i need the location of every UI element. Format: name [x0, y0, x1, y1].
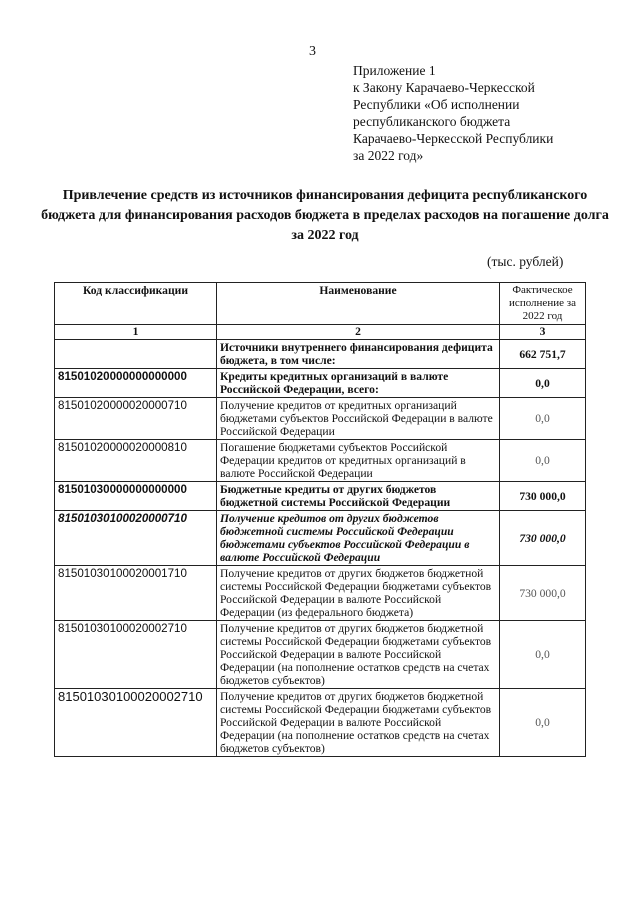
table-row [55, 689, 586, 757]
row-amount: 0,0 [500, 440, 586, 482]
table-row [55, 369, 586, 398]
column-number-row [55, 325, 586, 340]
row-amount: 0,0 [500, 398, 586, 440]
budget-table [54, 282, 586, 757]
row-amount: 730 000,0 [500, 511, 586, 566]
row-name: Получение кредитов от кредитных организаций бюджетами субъектов Российской Федерации в валюте Российской Федерации [217, 398, 500, 440]
row-amount: 0,0 [500, 621, 586, 689]
row-amount: 662 751,7 [500, 340, 586, 369]
table-row [55, 398, 586, 440]
header-amount: Фактическое исполнение за 2022 год [500, 283, 586, 325]
row-code: 81501030000000000000 [55, 482, 217, 511]
row-name: Бюджетные кредиты от других бюджетов бюджетной системы Российской Федерации [217, 482, 500, 511]
units-label: (тыс. рублей) [487, 254, 564, 269]
row-code: 81501020000020000710 [55, 398, 217, 440]
row-code: 81501020000000000000 [55, 369, 217, 398]
row-amount: 0,0 [500, 689, 586, 757]
appendix-line: Карачаево-Черкесской Республики [353, 131, 554, 146]
row-code: 81501020000020000810 [55, 440, 217, 482]
row-amount: 0,0 [500, 369, 586, 398]
appendix-line: республиканского бюджета [353, 114, 511, 129]
table-row [55, 440, 586, 482]
page-number: 3 [309, 44, 316, 59]
table-row [55, 482, 586, 511]
table-row [55, 621, 586, 689]
row-name: Получение кредитов от других бюджетов бюджетной системы Российской Федерации бюджетами субъектов Российской Федерации в валюте Российской Федерации [217, 511, 500, 566]
header-name: Наименование [217, 283, 500, 325]
row-name: Получение кредитов от других бюджетов бюджетной системы Российской Федерации бюджетами субъектов Российской Федерации в валюте Российской Федерации (на пополнение остатков средств на счетах бюджетов субъектов) [217, 689, 500, 757]
row-code: 81501030100020000710 [55, 511, 217, 566]
row-name: Погашение бюджетами субъектов Российской Федерации кредитов от кредитных организаций в валюте Российской Федерации [217, 440, 500, 482]
row-code: 81501030100020002710 [55, 689, 217, 757]
table-header-row [55, 283, 586, 325]
row-name: Получение кредитов от других бюджетов бюджетной системы Российской Федерации бюджетами субъектов Российской Федерации в валюте Российской Федерации (на пополнение остатков средств на счетах бюджетов субъектов) [217, 621, 500, 689]
row-amount: 730 000,0 [500, 566, 586, 621]
column-number: 2 [217, 325, 500, 340]
table-row [55, 566, 586, 621]
row-code: 81501030100020001710 [55, 566, 217, 621]
row-code: 81501030100020002710 [55, 621, 217, 689]
table-row [55, 340, 586, 369]
header-code: Код классификации [55, 283, 217, 325]
column-number: 1 [55, 325, 217, 340]
row-code [55, 340, 217, 369]
appendix-line: Республики «Об исполнении [353, 97, 520, 112]
row-amount: 730 000,0 [500, 482, 586, 511]
table-row [55, 511, 586, 566]
column-number: 3 [500, 325, 586, 340]
row-name: Источники внутреннего финансирования дефицита бюджета, в том числе: [217, 340, 500, 369]
document-title: Привлечение средств из источников финансирования дефицита республиканского бюджета для финансирования расходов бюджета в пределах расходов на погашение долга за 2022 год [41, 188, 609, 243]
appendix-line: за 2022 год» [353, 148, 424, 163]
appendix-line: к Закону Карачаево-Черкесской [353, 80, 535, 95]
row-name: Кредиты кредитных организаций в валюте Российской Федерации, всего: [217, 369, 500, 398]
appendix-caption [353, 62, 623, 164]
appendix-line: Приложение 1 [353, 63, 436, 78]
row-name: Получение кредитов от других бюджетов бюджетной системы Российской Федерации бюджетами субъектов Российской Федерации в валюте Российской Федерации (из федерального бюджета) [217, 566, 500, 621]
